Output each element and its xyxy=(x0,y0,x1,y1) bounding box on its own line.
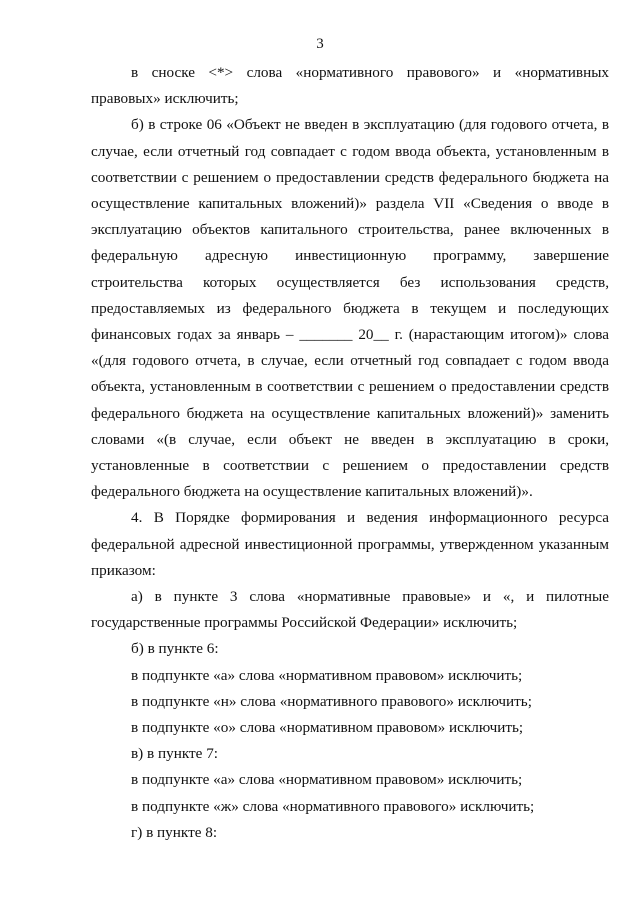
page-number: 3 xyxy=(316,36,324,52)
document-body xyxy=(91,60,609,846)
paragraph-section-4: 4. В Порядке формирования и ведения информационного ресурса федеральной адресной инвестиционной программы, утвержденном указанным приказом: xyxy=(91,509,609,579)
paragraph-item-b-line-06: б) в строке 06 «Объект не введен в эксплуатацию (для годового отчета, в случае, если отчетный год совпадает с годом ввода объекта, установленным в соответствии с решением о предоставлении средств федерального бюджета на осуществление капитальных вложений)» раздела VII «Сведения о вводе в эксплуатацию объектов капитального строительства, ранее включенных в федеральную адресную инвестиционную программу, завершение строительства которых осуществляется без использования средств, предоставляемых из федерального бюджета в текущем и последующих финансовых годах за январь – _______ 20__ г. (нарастающим итогом)» слова «(для годового отчета, в случае, если отчетный год совпадает с годом ввода объекта, установленным в соответствии с решением о предоставлении средств федерального бюджета на осуществление капитальных вложений)» заменить словами «(в случае, если объект не введен в эксплуатацию в сроки, установленные в соответствии с решением о предоставлении средств федерального бюджета на осуществление капитальных вложений)». xyxy=(91,116,609,501)
paragraph-item-v-point-7: в) в пункте 7: xyxy=(131,745,219,763)
paragraph-item-b-point-6: б) в пункте 6: xyxy=(131,640,219,658)
paragraph-subitem-zh: в подпункте «ж» слова «нормативного правового» исключить; xyxy=(131,797,535,815)
paragraph-subitem-a-2: в подпункте «а» слова «нормативном правовом» исключить; xyxy=(131,771,523,789)
paragraph-subitem-o: в подпункте «о» слова «нормативном правовом» исключить; xyxy=(131,719,524,737)
paragraph-item-a-point-3: а) в пункте 3 слова «нормативные правовые» и «, и пилотные государственные программы Российской Федерации» исключить; xyxy=(91,588,609,632)
paragraph-subitem-n: в подпункте «н» слова «нормативного правового» исключить; xyxy=(131,692,532,710)
paragraph-subitem-a: в подпункте «а» слова «нормативном правовом» исключить; xyxy=(131,666,523,684)
paragraph-footnote-note: в сноске <*> слова «нормативного правового» и «нормативных правовых» исключить; xyxy=(91,64,609,108)
paragraph-item-g-point-8: г) в пункте 8: xyxy=(131,823,218,841)
